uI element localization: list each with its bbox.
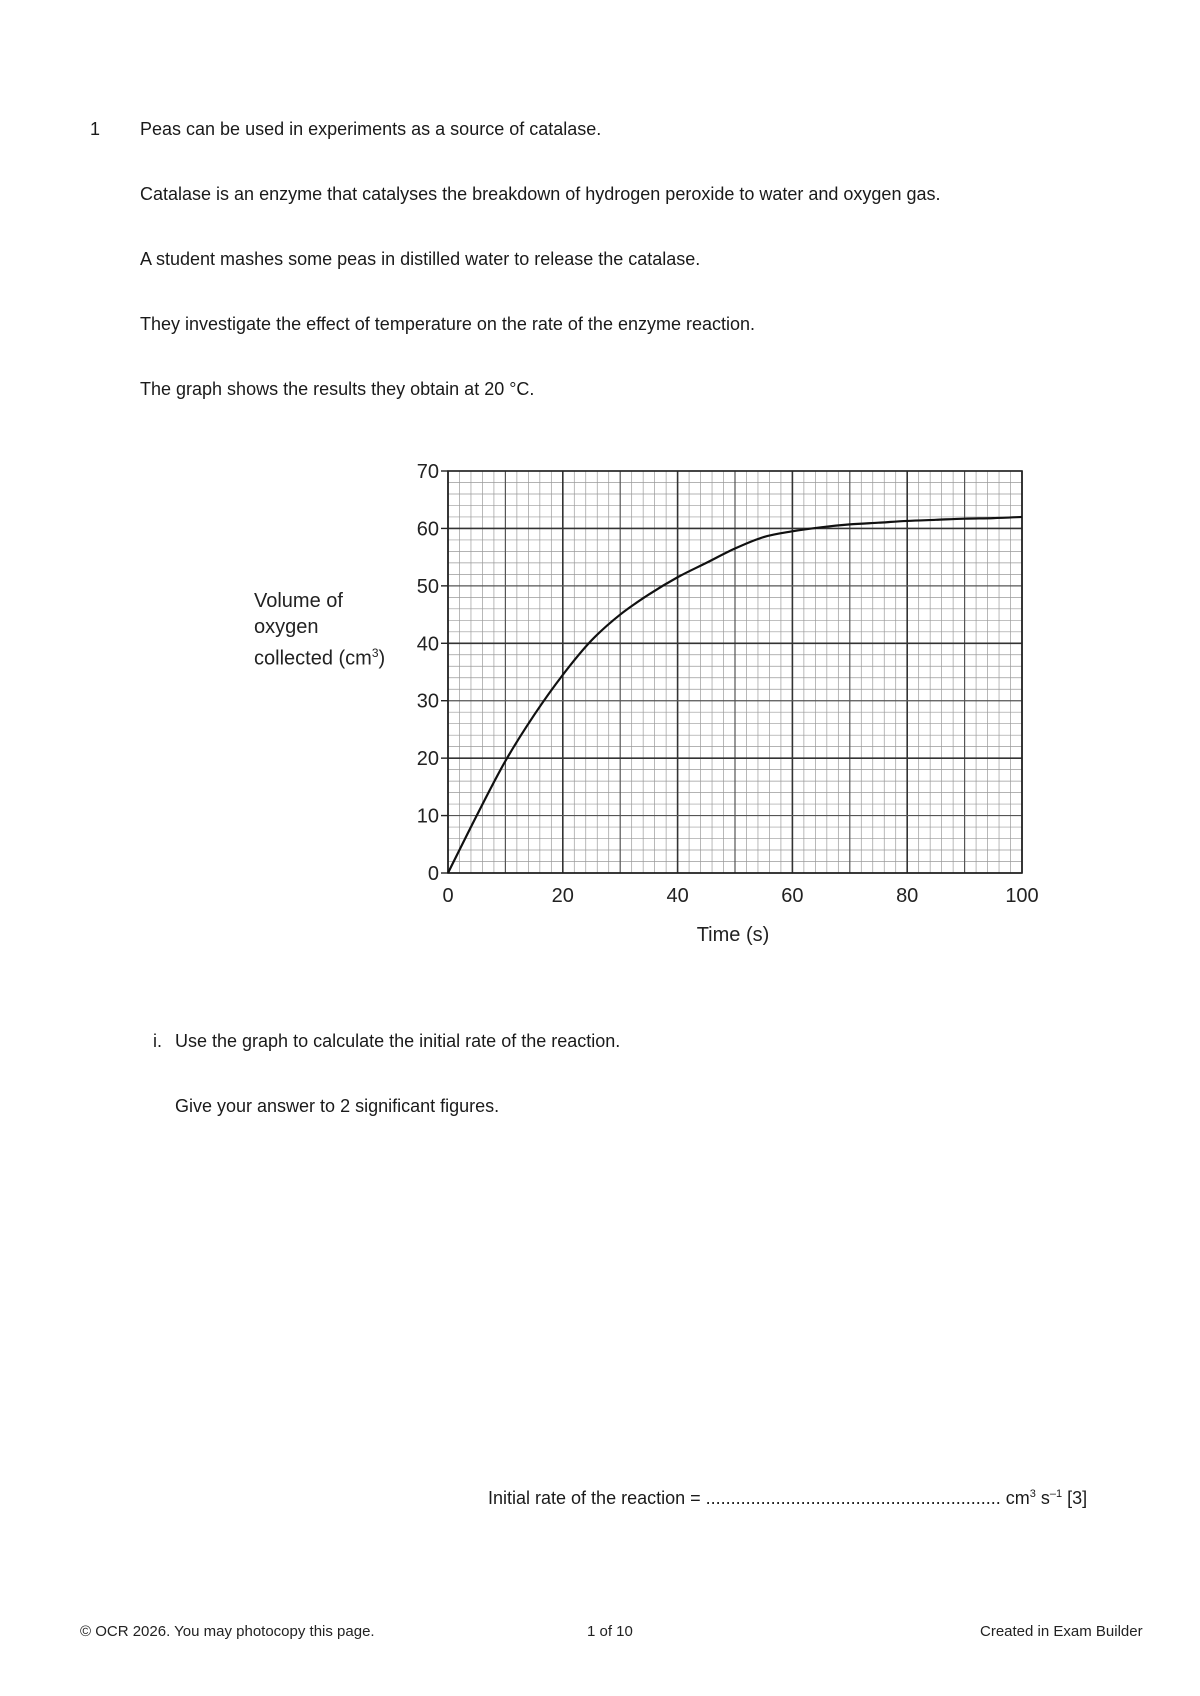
y-tick-label: 20 [416,748,439,771]
x-tick-label: 20 [551,885,574,907]
x-tick-label: 100 [1005,885,1039,907]
y-tick-label: 50 [416,575,439,598]
y-axis-label-line-2: oxygen [254,616,319,638]
answer-dots[interactable]: ........................................................... [705,1488,1001,1508]
y-tick-label: 0 [427,863,439,885]
question-paragraph-3: A student mashes some peas in distilled water to release the catalase. [140,249,701,269]
part-i-marker: i. [153,1031,162,1051]
answer-label: Initial rate of the reaction = [488,1488,706,1508]
x-tick-label: 80 [896,885,919,907]
footer-copyright: © OCR 2026. You may photocopy this page. [80,1623,375,1640]
y-tick-label: 10 [416,805,439,828]
answer-line[interactable] [488,1483,1087,1509]
question-paragraph-5: The graph shows the results they obtain at 20 °C. [140,379,535,399]
x-tick-label: 60 [781,885,804,907]
x-axis-label: Time (s) [696,924,770,946]
y-axis-label-line-1: Volume of [254,590,343,612]
y-tick-label: 60 [416,518,439,541]
footer-credit: Created in Exam Builder [980,1623,1143,1640]
question-paragraph-2: Catalase is an enzyme that catalyses the breakdown of hydrogen peroxide to water and oxygen gas. [140,184,941,204]
question-paragraph-4: They investigate the effect of temperature on the rate of the enzyme reaction. [140,314,756,334]
y-axis-label [254,588,385,672]
x-tick-label: 0 [442,885,454,907]
part-i-instruction: Use the graph to calculate the initial rate of the reaction. [175,1031,621,1051]
grid-major-lines [448,471,1022,873]
y-tick-label: 70 [416,461,439,483]
x-tick-label: 40 [666,885,689,907]
marks-available: [3] [1067,1488,1088,1508]
footer-page-number: 1 of 10 [587,1623,633,1640]
y-tick-label: 30 [416,690,439,713]
answer-unit: $cm^3$ $s^{-1}$ [1005,1488,1063,1508]
y-tick-label: 40 [416,633,439,656]
part-i-sig-fig-note: Give your answer to 2 significant figures. [175,1096,500,1116]
question-paragraph-1: Peas can be used in experiments as a source of catalase. [140,119,602,139]
y-axis-label-line-3: collected $(cm^3)$ [254,646,386,670]
question-number: 1 [90,119,101,139]
